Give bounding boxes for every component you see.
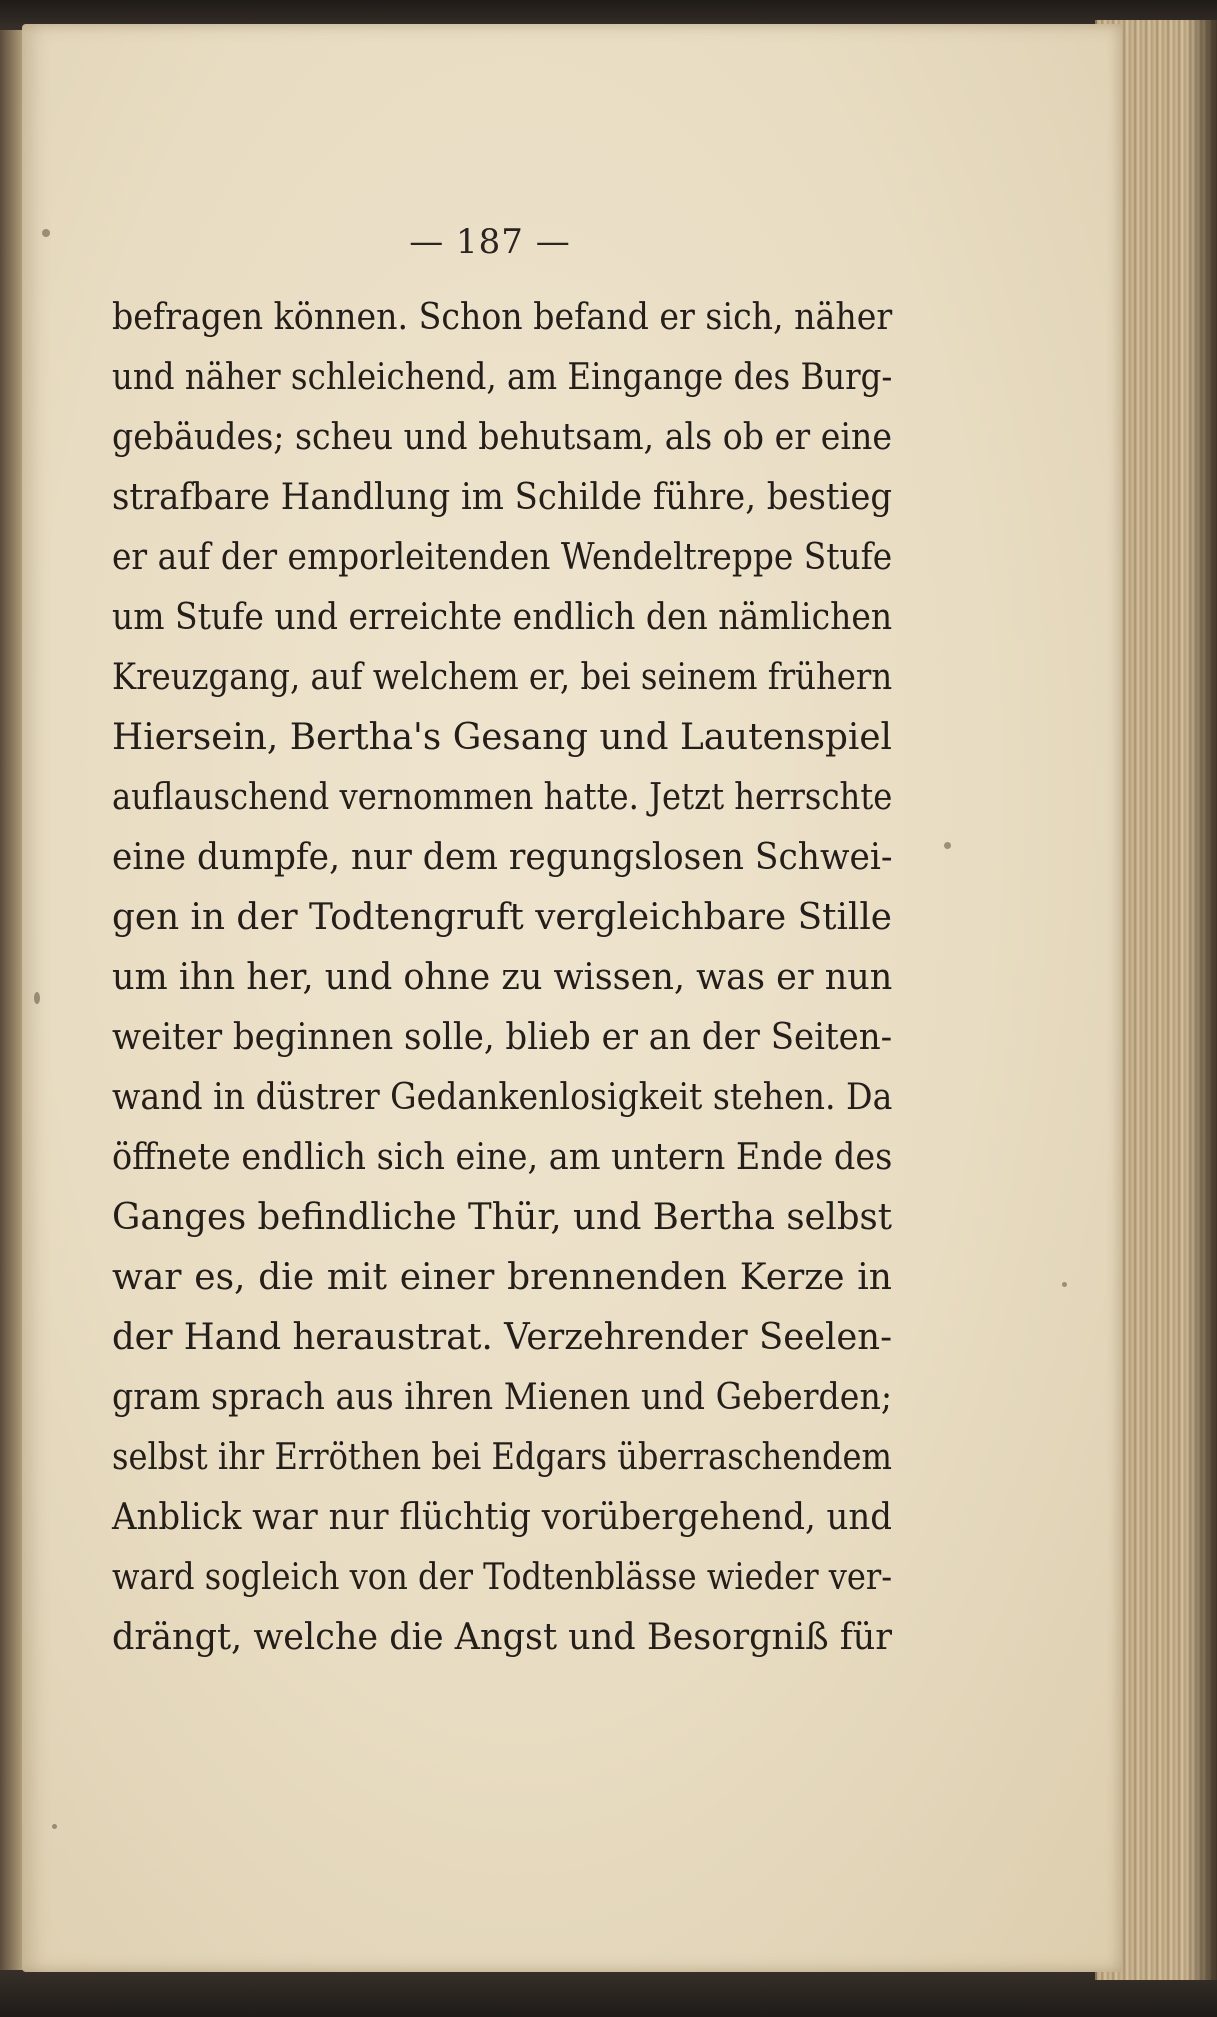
body-text (112, 288, 892, 1668)
text-line: eine dumpfe, nur dem regungslosen Schwei- (112, 837, 893, 878)
text-line: er auf der emporleitenden Wendeltreppe Stufe (112, 537, 893, 578)
left-page-edge (0, 30, 24, 1970)
page-number: — 187 — (409, 222, 571, 262)
text-line: und näher schleichend, am Eingange des Burg- (112, 357, 893, 398)
text-line: drängt, welche die Angst und Besorgniß für (112, 1617, 893, 1658)
text-line: gram sprach aus ihren Mienen und Geberden; (112, 1377, 893, 1418)
text-line: war es, die mit einer brennenden Kerze in (112, 1257, 892, 1298)
text-line: öffnete endlich sich eine, am untern Ende des (112, 1137, 893, 1178)
paper-speck (944, 842, 951, 849)
text-line: selbst ihr Erröthen bei Edgars überraschendem (112, 1437, 892, 1478)
paper-speck (34, 992, 40, 1004)
text-line: gen in der Todtengruft vergleichbare Stille (112, 897, 892, 938)
text-line: um Stufe und erreichte endlich den nämlichen (112, 597, 893, 638)
text-line: auflauschend vernommen hatte. Jetzt herrschte (112, 777, 893, 818)
text-line: strafbare Handlung im Schilde führe, bestieg (112, 477, 893, 518)
text-line: Anblick war nur flüchtig vorübergehend, und (112, 1497, 893, 1538)
binding-bottom (0, 1965, 1217, 2017)
text-line: weiter beginnen solle, blieb er an der Seiten- (112, 1017, 893, 1058)
paper-speck (42, 229, 50, 237)
text-line: Kreuzgang, auf welchem er, bei seinem frühern (112, 657, 893, 698)
text-line: Ganges befindliche Thür, und Bertha selbst (112, 1197, 892, 1238)
text-line: Hiersein, Bertha's Gesang und Lautenspiel (112, 717, 892, 758)
text-line: der Hand heraustrat. Verzehrender Seelen- (112, 1317, 893, 1358)
page-block-shadow (1187, 20, 1217, 1980)
paper-speck (1062, 1282, 1067, 1287)
text-line: befragen können. Schon befand er sich, näher (112, 297, 893, 338)
text-line: um ihn her, und ohne zu wissen, was er nun (112, 957, 893, 998)
text-line: gebäudes; scheu und behutsam, als ob er eine (112, 417, 893, 458)
paper-speck (52, 1824, 57, 1829)
text-line: ward sogleich von der Todtenblässe wieder ver- (112, 1557, 893, 1598)
text-line: wand in düstrer Gedankenlosigkeit stehen. Da (112, 1077, 893, 1118)
